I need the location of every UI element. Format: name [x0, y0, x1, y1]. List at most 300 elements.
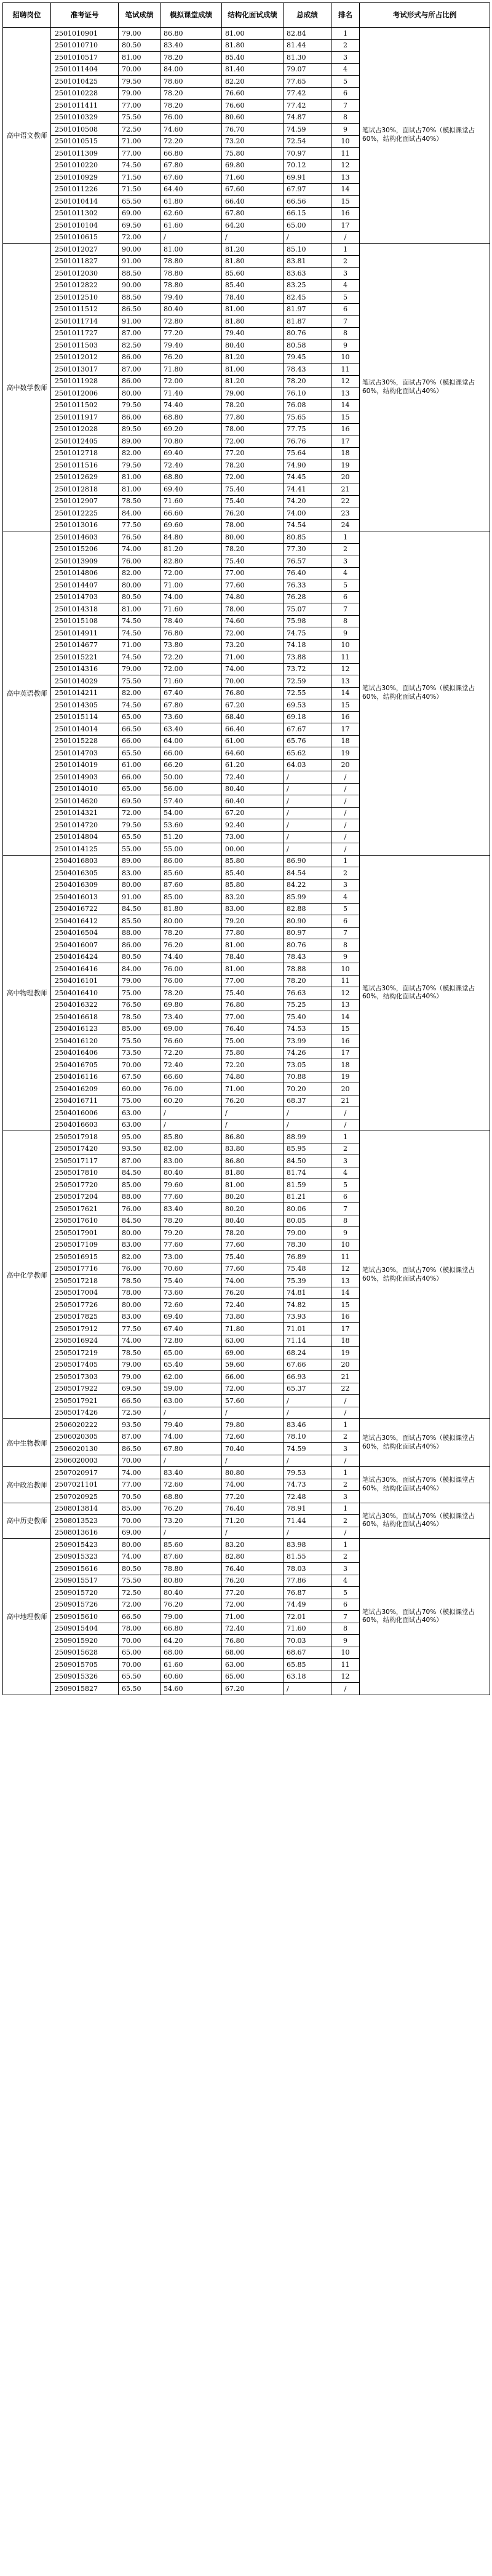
- written-score-cell: 70.00: [119, 1515, 161, 1527]
- written-score-cell: 72.50: [119, 1587, 161, 1599]
- written-score-cell: 93.50: [119, 1419, 161, 1431]
- mock-class-score-cell: 66.60: [161, 507, 222, 520]
- total-score-cell: 79.07: [284, 63, 331, 76]
- candidate-id-cell: 2509015920: [51, 1635, 119, 1647]
- structured-interview-score-cell: 81.20: [222, 244, 284, 256]
- rank-cell: /: [331, 831, 360, 843]
- written-score-cell: 88.50: [119, 292, 161, 304]
- written-score-cell: 82.00: [119, 567, 161, 579]
- candidate-id-cell: 2504016123: [51, 1023, 119, 1035]
- mock-class-score-cell: 73.00: [161, 1251, 222, 1263]
- candidate-id-cell: 2507020925: [51, 1491, 119, 1503]
- structured-interview-score-cell: 74.80: [222, 1071, 284, 1083]
- structured-interview-score-cell: 81.00: [222, 28, 284, 40]
- rank-cell: /: [331, 1527, 360, 1539]
- candidate-id-cell: 2501012822: [51, 279, 119, 292]
- total-score-cell: 74.26: [284, 1047, 331, 1059]
- mock-class-score-cell: 51.20: [161, 831, 222, 843]
- written-score-cell: 69.00: [119, 1527, 161, 1539]
- total-score-cell: 80.76: [284, 939, 331, 952]
- candidate-id-cell: 2504016309: [51, 879, 119, 891]
- table-row: [3, 1419, 490, 1431]
- written-score-cell: 75.00: [119, 987, 161, 1000]
- total-score-cell: 83.25: [284, 279, 331, 292]
- mock-class-score-cell: 72.20: [161, 651, 222, 664]
- total-score-cell: 69.18: [284, 711, 331, 723]
- mock-class-score-cell: 64.40: [161, 183, 222, 196]
- mock-class-score-cell: 81.00: [161, 244, 222, 256]
- header-written: 笔试成绩: [119, 3, 161, 28]
- rank-cell: 6: [331, 303, 360, 316]
- mock-class-score-cell: 77.60: [161, 1239, 222, 1251]
- mock-class-score-cell: 50.00: [161, 771, 222, 784]
- structured-interview-score-cell: 68.00: [222, 1647, 284, 1659]
- exam-method-cell: 笔试占30%，面试占70%（模拟课堂占60%，结构化面试占40%）: [360, 244, 490, 531]
- written-score-cell: 87.00: [119, 1155, 161, 1167]
- total-score-cell: /: [284, 831, 331, 843]
- structured-interview-score-cell: 76.80: [222, 999, 284, 1011]
- written-score-cell: 91.00: [119, 316, 161, 328]
- rank-cell: 13: [331, 172, 360, 184]
- structured-interview-score-cell: 71.20: [222, 1515, 284, 1527]
- written-score-cell: 70.00: [119, 1659, 161, 1671]
- mock-class-score-cell: 80.40: [161, 1587, 222, 1599]
- structured-interview-score-cell: 79.00: [222, 388, 284, 400]
- mock-class-score-cell: 68.00: [161, 1647, 222, 1659]
- rank-cell: 1: [331, 1419, 360, 1431]
- written-score-cell: 67.50: [119, 1071, 161, 1083]
- total-score-cell: 69.91: [284, 172, 331, 184]
- total-score-cell: /: [284, 795, 331, 808]
- rank-cell: 20: [331, 1083, 360, 1095]
- structured-interview-score-cell: 83.80: [222, 1143, 284, 1155]
- rank-cell: /: [331, 771, 360, 784]
- total-score-cell: 74.81: [284, 1287, 331, 1299]
- total-score-cell: 70.88: [284, 1071, 331, 1083]
- mock-class-score-cell: 66.60: [161, 1071, 222, 1083]
- mock-class-score-cell: 67.60: [161, 172, 222, 184]
- rank-cell: 15: [331, 699, 360, 712]
- rank-cell: 11: [331, 975, 360, 987]
- structured-interview-score-cell: /: [222, 1107, 284, 1119]
- rank-cell: /: [331, 1683, 360, 1695]
- candidate-id-cell: 2501011827: [51, 255, 119, 268]
- rank-cell: /: [331, 1407, 360, 1419]
- written-score-cell: 65.50: [119, 1671, 161, 1683]
- written-score-cell: 81.00: [119, 603, 161, 616]
- rank-cell: 19: [331, 1071, 360, 1083]
- rank-cell: 24: [331, 519, 360, 531]
- candidate-id-cell: 2505017720: [51, 1179, 119, 1191]
- mock-class-score-cell: 85.80: [161, 1131, 222, 1143]
- candidate-id-cell: 2501014019: [51, 759, 119, 771]
- candidate-id-cell: 2501011917: [51, 411, 119, 424]
- mock-class-score-cell: 79.60: [161, 1179, 222, 1191]
- structured-interview-score-cell: 76.20: [222, 1575, 284, 1587]
- rank-cell: 3: [331, 1443, 360, 1455]
- candidate-id-cell: 2505017219: [51, 1347, 119, 1359]
- total-score-cell: 65.85: [284, 1659, 331, 1671]
- total-score-cell: 75.25: [284, 999, 331, 1011]
- written-score-cell: 74.50: [119, 699, 161, 712]
- written-score-cell: 75.50: [119, 1035, 161, 1047]
- structured-interview-score-cell: 72.40: [222, 1299, 284, 1311]
- candidate-id-cell: 2501013909: [51, 555, 119, 568]
- candidate-id-cell: 2507020917: [51, 1467, 119, 1479]
- rank-cell: 13: [331, 675, 360, 688]
- structured-interview-score-cell: 72.40: [222, 771, 284, 784]
- candidate-id-cell: 2508013523: [51, 1515, 119, 1527]
- mock-class-score-cell: 84.80: [161, 531, 222, 544]
- candidate-id-cell: 2509015720: [51, 1587, 119, 1599]
- structured-interview-score-cell: 71.60: [222, 172, 284, 184]
- structured-interview-score-cell: 81.80: [222, 316, 284, 328]
- mock-class-score-cell: 67.80: [161, 699, 222, 712]
- candidate-id-cell: 2501014014: [51, 723, 119, 736]
- mock-class-score-cell: 80.00: [161, 915, 222, 928]
- total-score-cell: 66.15: [284, 207, 331, 220]
- written-score-cell: 63.00: [119, 1107, 161, 1119]
- candidate-id-cell: 2501010220: [51, 159, 119, 172]
- rank-cell: 1: [331, 28, 360, 40]
- total-score-cell: 81.97: [284, 303, 331, 316]
- written-score-cell: 65.50: [119, 747, 161, 760]
- total-score-cell: 80.90: [284, 915, 331, 928]
- rank-cell: 5: [331, 76, 360, 88]
- written-score-cell: 78.00: [119, 1623, 161, 1635]
- structured-interview-score-cell: 92.40: [222, 819, 284, 832]
- written-score-cell: 87.00: [119, 1431, 161, 1443]
- written-score-cell: 74.50: [119, 615, 161, 627]
- rank-cell: 11: [331, 1251, 360, 1263]
- written-score-cell: 60.00: [119, 1083, 161, 1095]
- candidate-id-cell: 2505017621: [51, 1203, 119, 1215]
- candidate-id-cell: 2501010901: [51, 28, 119, 40]
- structured-interview-score-cell: 73.20: [222, 135, 284, 148]
- written-score-cell: 70.00: [119, 1455, 161, 1467]
- total-score-cell: 72.01: [284, 1611, 331, 1623]
- written-score-cell: 73.50: [119, 1047, 161, 1059]
- rank-cell: 8: [331, 111, 360, 124]
- total-score-cell: 80.97: [284, 927, 331, 939]
- candidate-id-cell: 2501011302: [51, 207, 119, 220]
- position-cell: 高中物理教师: [3, 855, 51, 1131]
- structured-interview-score-cell: /: [222, 1407, 284, 1419]
- total-score-cell: 63.18: [284, 1671, 331, 1683]
- table-row: [3, 531, 490, 544]
- structured-interview-score-cell: 76.80: [222, 1635, 284, 1647]
- candidate-id-cell: 2501012818: [51, 483, 119, 496]
- total-score-cell: 83.63: [284, 268, 331, 280]
- rank-cell: 5: [331, 1179, 360, 1191]
- written-score-cell: 66.50: [119, 723, 161, 736]
- total-score-cell: 78.43: [284, 364, 331, 376]
- written-score-cell: 72.00: [119, 807, 161, 819]
- total-score-cell: 72.55: [284, 687, 331, 699]
- written-score-cell: 88.00: [119, 927, 161, 939]
- written-score-cell: 72.50: [119, 124, 161, 136]
- structured-interview-score-cell: /: [222, 231, 284, 244]
- rank-cell: 6: [331, 1191, 360, 1203]
- mock-class-score-cell: 71.60: [161, 603, 222, 616]
- written-score-cell: 78.50: [119, 495, 161, 507]
- mock-class-score-cell: 67.80: [161, 1443, 222, 1455]
- exam-method-cell: 笔试占30%，面试占70%（模拟课堂占60%，结构化面试占40%）: [360, 1539, 490, 1695]
- written-score-cell: 80.00: [119, 1227, 161, 1239]
- rank-cell: 5: [331, 903, 360, 915]
- structured-interview-score-cell: 66.40: [222, 723, 284, 736]
- mock-class-score-cell: 56.00: [161, 783, 222, 795]
- mock-class-score-cell: 87.60: [161, 879, 222, 891]
- mock-class-score-cell: 76.00: [161, 111, 222, 124]
- rank-cell: 3: [331, 879, 360, 891]
- structured-interview-score-cell: 71.80: [222, 1323, 284, 1335]
- total-score-cell: /: [284, 807, 331, 819]
- rank-cell: 10: [331, 351, 360, 364]
- written-score-cell: 65.50: [119, 196, 161, 208]
- structured-interview-score-cell: 78.00: [222, 519, 284, 531]
- total-score-cell: /: [284, 771, 331, 784]
- structured-interview-score-cell: 76.60: [222, 100, 284, 112]
- structured-interview-score-cell: 61.20: [222, 759, 284, 771]
- written-score-cell: 74.00: [119, 1335, 161, 1347]
- mock-class-score-cell: 69.80: [161, 999, 222, 1011]
- written-score-cell: 71.50: [119, 172, 161, 184]
- rank-cell: 12: [331, 159, 360, 172]
- mock-class-score-cell: 79.20: [161, 1227, 222, 1239]
- rank-cell: 19: [331, 1347, 360, 1359]
- total-score-cell: 74.41: [284, 483, 331, 496]
- written-score-cell: 81.00: [119, 52, 161, 64]
- written-score-cell: 70.00: [119, 63, 161, 76]
- candidate-id-cell: 2505017922: [51, 1383, 119, 1395]
- mock-class-score-cell: 81.80: [161, 903, 222, 915]
- written-score-cell: 84.00: [119, 963, 161, 976]
- written-score-cell: 85.50: [119, 915, 161, 928]
- mock-class-score-cell: 76.20: [161, 1599, 222, 1611]
- written-score-cell: 79.00: [119, 87, 161, 100]
- rank-cell: 14: [331, 1011, 360, 1024]
- structured-interview-score-cell: 76.60: [222, 87, 284, 100]
- total-score-cell: 68.67: [284, 1647, 331, 1659]
- structured-interview-score-cell: 78.20: [222, 543, 284, 555]
- table-row: [3, 28, 490, 40]
- candidate-id-cell: 2501014603: [51, 531, 119, 544]
- total-score-cell: /: [284, 1119, 331, 1131]
- total-score-cell: 80.06: [284, 1203, 331, 1215]
- total-score-cell: 72.54: [284, 135, 331, 148]
- mock-class-score-cell: 67.80: [161, 159, 222, 172]
- structured-interview-score-cell: 76.80: [222, 687, 284, 699]
- exam-method-cell: 笔试占30%，面试占70%（模拟课堂占60%，结构化面试占40%）: [360, 1419, 490, 1467]
- total-score-cell: 79.45: [284, 351, 331, 364]
- rank-cell: 7: [331, 100, 360, 112]
- rank-cell: 15: [331, 196, 360, 208]
- structured-interview-score-cell: 85.40: [222, 279, 284, 292]
- written-score-cell: 83.00: [119, 867, 161, 880]
- total-score-cell: /: [284, 1527, 331, 1539]
- total-score-cell: 74.90: [284, 459, 331, 472]
- structured-interview-score-cell: 79.40: [222, 327, 284, 340]
- position-cell: 高中化学教师: [3, 1131, 51, 1419]
- mock-class-score-cell: 71.60: [161, 495, 222, 507]
- candidate-id-cell: 2501013016: [51, 519, 119, 531]
- candidate-id-cell: 2501015114: [51, 711, 119, 723]
- rank-cell: 8: [331, 327, 360, 340]
- mock-class-score-cell: 67.40: [161, 1323, 222, 1335]
- written-score-cell: 86.00: [119, 939, 161, 952]
- rank-cell: 13: [331, 1275, 360, 1287]
- total-score-cell: 84.50: [284, 1155, 331, 1167]
- structured-interview-score-cell: 77.80: [222, 411, 284, 424]
- exam-method-cell: 笔试占30%，面试占70%（模拟课堂占60%，结构化面试占40%）: [360, 531, 490, 856]
- exam-method-cell: 笔试占30%，面试占70%（模拟课堂占60%，结构化面试占40%）: [360, 1131, 490, 1419]
- mock-class-score-cell: 78.40: [161, 615, 222, 627]
- mock-class-score-cell: 84.00: [161, 63, 222, 76]
- mock-class-score-cell: 76.20: [161, 939, 222, 952]
- position-cell: 高中语文教师: [3, 28, 51, 244]
- rank-cell: 9: [331, 1227, 360, 1239]
- candidate-id-cell: 2505017109: [51, 1239, 119, 1251]
- mock-class-score-cell: 82.80: [161, 555, 222, 568]
- candidate-id-cell: 2508013814: [51, 1503, 119, 1515]
- mock-class-score-cell: 78.20: [161, 987, 222, 1000]
- candidate-id-cell: 2501014903: [51, 771, 119, 784]
- written-score-cell: 77.00: [119, 100, 161, 112]
- total-score-cell: 76.33: [284, 579, 331, 592]
- candidate-id-cell: 2509015726: [51, 1599, 119, 1611]
- candidate-id-cell: 2501011226: [51, 183, 119, 196]
- structured-interview-score-cell: 74.00: [222, 1479, 284, 1491]
- position-cell: 高中地理教师: [3, 1539, 51, 1695]
- structured-interview-score-cell: 66.00: [222, 1371, 284, 1383]
- rank-cell: /: [331, 231, 360, 244]
- rank-cell: 16: [331, 423, 360, 435]
- total-score-cell: 70.20: [284, 1083, 331, 1095]
- mock-class-score-cell: 77.60: [161, 1191, 222, 1203]
- mock-class-score-cell: 79.40: [161, 340, 222, 352]
- mock-class-score-cell: 72.00: [161, 375, 222, 388]
- rank-cell: 7: [331, 603, 360, 616]
- structured-interview-score-cell: 73.80: [222, 1311, 284, 1323]
- mock-class-score-cell: /: [161, 1119, 222, 1131]
- header-id: 准考证号: [51, 3, 119, 28]
- candidate-id-cell: 2509015323: [51, 1551, 119, 1563]
- table-row: [3, 1467, 490, 1479]
- candidate-id-cell: 2501010515: [51, 135, 119, 148]
- structured-interview-score-cell: 77.00: [222, 567, 284, 579]
- structured-interview-score-cell: 75.40: [222, 1251, 284, 1263]
- total-score-cell: 74.87: [284, 111, 331, 124]
- candidate-id-cell: 2505017420: [51, 1143, 119, 1155]
- written-score-cell: 69.00: [119, 207, 161, 220]
- total-score-cell: 78.91: [284, 1503, 331, 1515]
- rank-cell: 11: [331, 1659, 360, 1671]
- rank-cell: 1: [331, 1467, 360, 1479]
- structured-interview-score-cell: 67.60: [222, 183, 284, 196]
- rank-cell: 4: [331, 891, 360, 904]
- candidate-id-cell: 2501010710: [51, 39, 119, 52]
- rank-cell: /: [331, 795, 360, 808]
- candidate-id-cell: 2504016618: [51, 1011, 119, 1024]
- rank-cell: 2: [331, 543, 360, 555]
- written-score-cell: 85.00: [119, 1023, 161, 1035]
- written-score-cell: 80.00: [119, 579, 161, 592]
- rank-cell: 14: [331, 1287, 360, 1299]
- rank-cell: 19: [331, 747, 360, 760]
- candidate-id-cell: 2501014321: [51, 807, 119, 819]
- total-score-cell: 65.37: [284, 1383, 331, 1395]
- total-score-cell: /: [284, 1407, 331, 1419]
- candidate-id-cell: 2501012405: [51, 435, 119, 448]
- total-score-cell: 78.20: [284, 375, 331, 388]
- structured-interview-score-cell: 78.20: [222, 459, 284, 472]
- written-score-cell: 85.00: [119, 1179, 161, 1191]
- written-score-cell: 66.00: [119, 771, 161, 784]
- structured-interview-score-cell: 67.20: [222, 1683, 284, 1695]
- written-score-cell: 80.50: [119, 39, 161, 52]
- candidate-id-cell: 2501012006: [51, 388, 119, 400]
- mock-class-score-cell: 78.80: [161, 268, 222, 280]
- structured-interview-score-cell: 80.80: [222, 1467, 284, 1479]
- total-score-cell: /: [284, 1683, 331, 1695]
- written-score-cell: 71.00: [119, 135, 161, 148]
- rank-cell: 1: [331, 531, 360, 544]
- rank-cell: /: [331, 1455, 360, 1467]
- rank-cell: 7: [331, 316, 360, 328]
- structured-interview-score-cell: 77.80: [222, 927, 284, 939]
- written-score-cell: 75.50: [119, 111, 161, 124]
- structured-interview-score-cell: 64.60: [222, 747, 284, 760]
- structured-interview-score-cell: 75.40: [222, 483, 284, 496]
- written-score-cell: 84.00: [119, 507, 161, 520]
- structured-interview-score-cell: 85.40: [222, 52, 284, 64]
- structured-interview-score-cell: 82.20: [222, 76, 284, 88]
- total-score-cell: 78.88: [284, 963, 331, 976]
- structured-interview-score-cell: 78.40: [222, 951, 284, 963]
- structured-interview-score-cell: 76.20: [222, 1095, 284, 1107]
- rank-cell: 17: [331, 220, 360, 232]
- structured-interview-score-cell: 77.60: [222, 1239, 284, 1251]
- structured-interview-score-cell: 83.20: [222, 1539, 284, 1551]
- total-score-cell: 79.53: [284, 1467, 331, 1479]
- rank-cell: 17: [331, 1323, 360, 1335]
- candidate-id-cell: 2509015827: [51, 1683, 119, 1695]
- structured-interview-score-cell: 72.60: [222, 1431, 284, 1443]
- written-score-cell: 78.50: [119, 1011, 161, 1024]
- candidate-id-cell: 2505017716: [51, 1263, 119, 1275]
- structured-interview-score-cell: 69.80: [222, 159, 284, 172]
- header-structured: 结构化面试成绩: [222, 3, 284, 28]
- written-score-cell: 65.50: [119, 1683, 161, 1695]
- structured-interview-score-cell: 80.60: [222, 111, 284, 124]
- total-score-cell: 71.01: [284, 1323, 331, 1335]
- total-score-cell: 74.20: [284, 495, 331, 507]
- written-score-cell: 82.00: [119, 1251, 161, 1263]
- mock-class-score-cell: 61.60: [161, 1659, 222, 1671]
- structured-interview-score-cell: 73.00: [222, 831, 284, 843]
- written-score-cell: 86.00: [119, 375, 161, 388]
- structured-interview-score-cell: 81.80: [222, 255, 284, 268]
- candidate-id-cell: 2504016305: [51, 867, 119, 880]
- candidate-id-cell: 2501014407: [51, 579, 119, 592]
- candidate-id-cell: 2509015610: [51, 1611, 119, 1623]
- mock-class-score-cell: 79.40: [161, 292, 222, 304]
- rank-cell: 5: [331, 292, 360, 304]
- structured-interview-score-cell: 60.40: [222, 795, 284, 808]
- mock-class-score-cell: 75.40: [161, 1275, 222, 1287]
- rank-cell: /: [331, 1395, 360, 1407]
